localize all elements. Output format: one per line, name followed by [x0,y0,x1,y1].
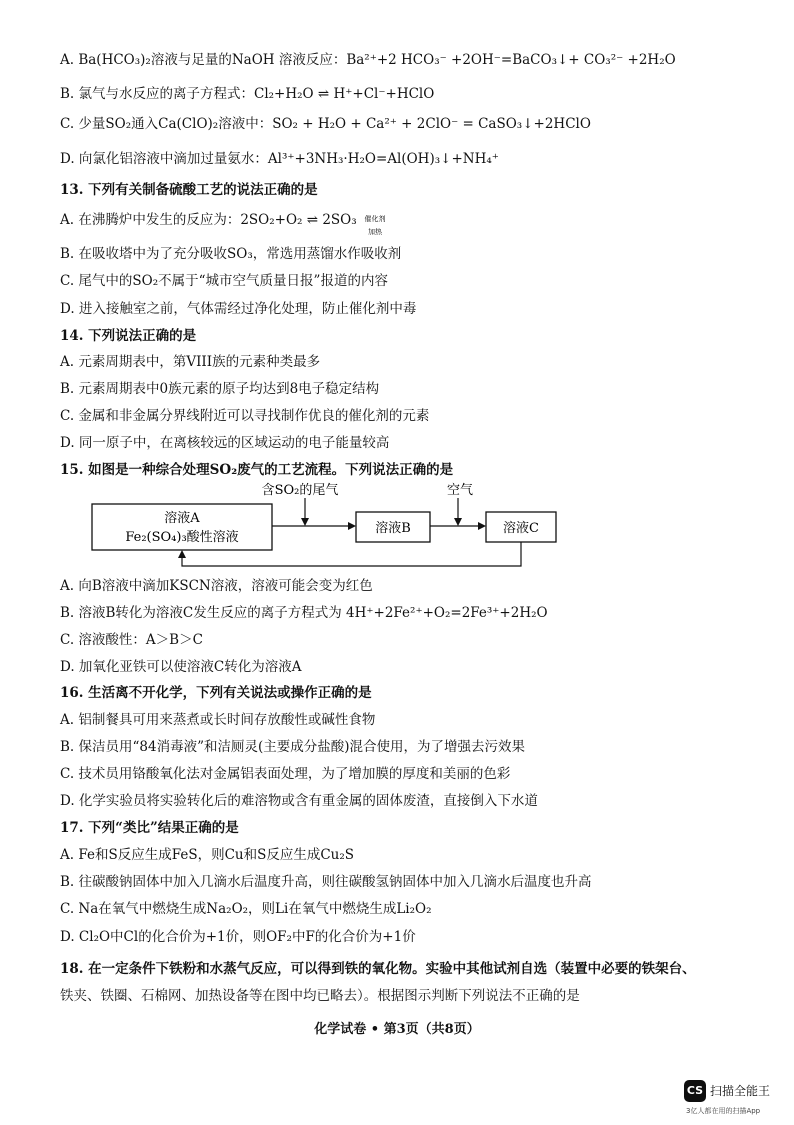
arrowhead-a-to-b [348,522,356,530]
q14-option-c: C. 金属和非金属分界线附近可以寻找制作优良的催化剂的元素 [60,408,430,424]
scanner-watermark [684,1080,794,1125]
q16-stem: 16. 生活离不开化学，下列有关说法或操作正确的是 [60,685,372,701]
q12-option-b: B. 氯气与水反应的离子方程式：Cl₂+H₂O ⇌ H⁺+Cl⁻+HClO [60,86,435,102]
q18-stem-line1: 18. 在一定条件下铁粉和水蒸气反应，可以得到铁的氧化物。实验中其他试剂自选（装置中必要的铁架台、 [60,961,696,977]
label-solution-c: 溶液C [503,521,539,536]
q16-option-d: D. 化学实验员将实验转化后的难溶物或含有重金属的固体废渣，直接倒入下水道 [60,793,538,809]
q13-option-c: C. 尾气中的SO₂不属于“城市空气质量日报”报道的内容 [60,273,388,289]
q12-option-d: D. 向氯化铝溶液中滴加过量氨水：Al³⁺+3NH₃·H₂O=Al(OH)₃↓+NH₄⁺ [60,151,499,167]
q17-option-d: D. Cl₂O中Cl的化合价为+1价，则OF₂中F的化合价为+1价 [60,929,416,945]
q17-stem: 17. 下列“类比”结果正确的是 [60,820,239,836]
arrowhead-gas-input [301,518,309,526]
q13-option-a: A. 在沸腾炉中发生的反应为：2SO₂+O₂ ⇌ 2SO₃ [60,212,357,228]
q14-option-d: D. 同一原子中，在离核较远的区域运动的电子能量较高 [60,435,390,451]
q17-option-c: C. Na在氧气中燃烧生成Na₂O₂，则Li在氧气中燃烧生成Li₂O₂ [60,901,432,917]
watermark-subtitle: 3亿人都在用的扫描App [686,1107,761,1115]
q13-stem: 13. 下列有关制备硫酸工艺的说法正确的是 [60,182,318,198]
arrow-c-return-to-a [182,542,521,566]
label-solution-b: 溶液B [375,521,411,536]
q16-option-a: A. 铝制餐具可用来蒸煮或长时间存放酸性或碱性食物 [60,712,376,728]
label-solution-a: 溶液A [164,511,200,526]
q13-option-d: D. 进入接触室之前，气体需经过净化处理，防止催化剂中毒 [60,301,417,317]
q13-option-b: B. 在吸收塔中为了充分吸收SO₃，常选用蒸馏水作吸收剂 [60,246,402,262]
q16-option-c: C. 技术员用铬酸氧化法对金属铝表面处理，为了增加膜的厚度和美丽的色彩 [60,766,511,782]
arrowhead-b-to-c [478,522,486,530]
q15-option-a: A. 向B溶液中滴加KSCN溶液，溶液可能会变为红色 [60,578,373,594]
label-air: 空气 [446,483,474,498]
box-solution-c [486,512,556,542]
camscanner-logo-icon: CS [684,1080,706,1102]
arrowhead-return-to-a [178,550,186,558]
q14-option-a: A. 元素周期表中，第VIII族的元素种类最多 [60,354,321,370]
q15-option-d: D. 加氧化亚铁可以使溶液C转化为溶液A [60,659,302,675]
watermark-title: 扫描全能王 [710,1084,771,1098]
q16-option-b: B. 保洁员用“84消毒液”和洁厕灵(主要成分盐酸)混合使用，为了增强去污效果 [60,739,526,755]
box-solution-a [92,504,272,550]
q15-option-c: C. 溶液酸性：A＞B＞C [60,632,203,648]
q17-option-a: A. Fe和S反应生成FeS，则Cu和S反应生成Cu₂S [60,847,355,863]
heating-label: 加热 [368,228,382,236]
label-solution-a-composition: Fe₂(SO₄)₃酸性溶液 [125,530,239,545]
page-footer: 化学试卷 • 第3页（共8页） [314,1022,480,1037]
q18-stem-line2: 铁夹、铁圈、石棉网、加热设备等在图中均已略去）。根据图示判断下列说法不正确的是 [60,988,580,1004]
q12-option-a: A. Ba(HCO₃)₂溶液与足量的NaOH 溶液反应：Ba²⁺+2 HCO₃⁻ +2OH⁻=BaCO₃↓+ CO₃²⁻ +2H₂O [60,52,676,68]
q12-option-c: C. 少量SO₂通入Ca(ClO)₂溶液中：SO₂ + H₂O + Ca²⁺ + 2ClO⁻ = CaSO₃↓+2HClO [60,116,591,132]
arrowhead-air-input [454,518,462,526]
label-so2-tail-gas: 含SO₂的尾气 [261,483,339,498]
box-solution-b [356,512,430,542]
q17-option-b: B. 往碳酸钠固体中加入几滴水后温度升高，则往碳酸氢钠固体中加入几滴水后温度也升高 [60,874,592,890]
q14-option-b: B. 元素周期表中0族元素的原子均达到8电子稳定结构 [60,381,380,397]
catalyst-label: 催化剂 [364,215,386,223]
q15-option-b: B. 溶液B转化为溶液C发生反应的离子方程式为 4H⁺+2Fe²⁺+O₂=2Fe³⁺+2H₂O [60,605,548,621]
q15-stem: 15. 如图是一种综合处理SO₂废气的工艺流程。下列说法正确的是 [60,462,454,478]
q14-stem: 14. 下列说法正确的是 [60,328,197,344]
